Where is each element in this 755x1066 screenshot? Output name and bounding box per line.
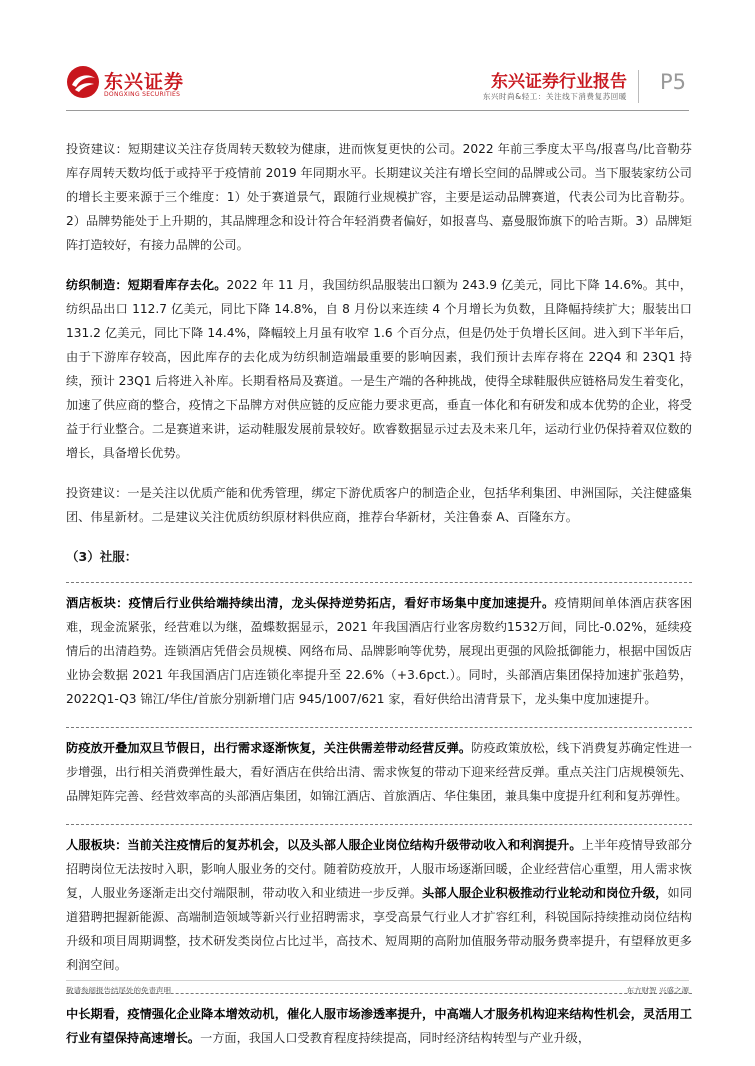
hr-services-paragraph [66,833,692,977]
recovery-heading: 防疫放开叠加双旦节假日，出行需求逐渐恢复，关注供需差带动经营反弹。 [66,741,472,755]
investment-advice-apparel: 投资建议：短期建议关注存货周转天数较为健康，进而恢复更快的公司。2022 年前三季度太平鸟/报喜鸟/比音勒芬库存周转天数均低于或持平于疫情前 2019 年同期水平。长期建议关注有增长空间的品牌或公司。当下服装家纺公司的增长主要来源于三个维度：1）处于赛道景气，跟随行业规模扩容，主要是运动品牌赛道，代表公司为比音勒芬。2）品牌势能处于上升期的，其品牌理念和设计符合年轻消费者偏好，如报喜鸟、嘉曼服饰旗下的哈吉斯。3）品牌矩阵打造较好，有接力品牌的公司。 [66,142,692,252]
logo-name-cn: 东兴证券 [104,71,185,93]
logo-mark-icon [66,65,100,99]
hotel-text: 疫情期间单体酒店获客困难，现金流紧张，经营难以为继，盈蝶数据显示，2021 年我国酒店行业客房数约1532万间，同比-0.02%，延续疫情后的出清趋势。连锁酒店凭借会员规模、网络布局、品牌影响等优势，展现出更强的风险抵御能力，根据中国饭店业协会数据 2021 年我国酒店门店连锁化率提升至 22.6%（+3.6pct.）。同时，头部酒店集团保持加速扩张趋势，2022Q1-Q3 锦江/华住/首旅分别新增门店 945/1007/621 家，看好供给出清背景下，龙头集中度加速提升。 [66,596,693,706]
textile-manufacturing-paragraph [66,273,692,465]
company-logo [66,63,186,103]
textile-text: 2022 年 11 月，我国纺织品服装出口额为 243.9 亿美元，同比下降 14.6%。其中，纺织品出口 112.7 亿美元，同比下降 14.8%，自 8 月份以来连续 4 个月增长为负数，且降幅持续扩大；服装出口 131.2 亿美元，同比下降 14.4%，降幅较上月虽有收窄 1.6 个百分点，但是仍处于负增长区间。进入到下半年后，由于下游库存较高，因此库存的去化成为纺织制造端最重要的影响因素，我们预计去库存将在 22Q4 和 23Q1 持续，预计 23Q1 后将进入补库。长期看格局及赛道。一是生产端的各种挑战，使得全球鞋服供应链格局发生着变化，加速了供应商的整合，疫情之下品牌方对供应链的反应能力要求更高，垂直一体化和有研发和成本优势的企业，将受益于行业整合。二是赛道来讲，运动鞋服发展前景较好。欧睿数据显示过去及未来几年，运动行业仍保持着双位数的增长，具备增长优势。 [66,278,692,460]
long-term-paragraph [66,1002,692,1050]
report-subtitle: 东兴时尚&轻工：关注线下消费复苏回暖 [482,92,627,101]
hr-heading: 人服板块：当前关注疫情后的复苏机会，以及头部人服企业岗位结构升级带动收入和利润提升。 [66,838,582,852]
recovery-paragraph [66,736,692,808]
hr-text-b: 如同道猎聘把握新能源、高端制造领域等新兴行业招聘需求，享受高景气行业人才扩容红利，科锐国际持续推动岗位结构升级和项目周期调整，技术研发类岗位占比过半，高技术、短周期的高附加值服务带动服务费率提升，有望释放更多利润空间。 [66,886,693,972]
header-divider [638,70,639,103]
investment-advice-textile: 投资建议：一是关注以优质产能和优秀管理，绑定下游优质客户的制造企业，包括华利集团、申洲国际，关注健盛集团、伟星新材。二是建议关注优质纺织原材料供应商，推荐台华新材，关注鲁泰 A、百隆东方。 [66,486,692,524]
hotel-heading: 酒店板块：疫情后行业供给端持续出清，龙头保持逆势拓店，看好市场集中度加速提升。 [66,596,555,610]
hotel-paragraph [66,591,692,711]
hr-services-block [66,824,692,977]
page-header [0,0,755,110]
footer-disclaimer: 敬请参阅报告结尾处的免责声明 [66,986,171,995]
recovery-block [66,727,692,808]
recovery-text: 防疫政策放松，线下消费复苏确定性进一步增强，出行相关消费弹性最大，看好酒店在供给出清、需求恢复的带动下迎来经营反弹。重点关注门店规模领先、品牌矩阵完善、经营效率高的头部酒店集团，如锦江酒店、首旅酒店、华住集团，兼具集中度提升红利和复苏弹性。 [66,741,693,803]
long-term-block [66,993,692,1050]
logo-name-en: DONGXING SECURITIES [104,91,181,98]
report-body [66,137,692,1066]
long-term-text: 一方面，我国人口受教育程度持续提高，同时经济结构转型与产业升级， [200,1031,591,1045]
hr-subheading: 头部人服企业积极推动行业轮动和岗位升级， [422,886,668,900]
header-rule [66,110,689,111]
page-number: P5 [660,70,687,94]
report-title: 东兴证券行业报告 [491,72,627,92]
footer-slogan: 东方财智 兴盛之源 [626,986,689,995]
long-term-heading: 中长期看，疫情强化企业降本增效动机，催化人服市场渗透率提升，中高端人才服务机构迎来结构性机会，灵活用工行业有望保持高速增长。 [66,1007,692,1045]
footer-rule [66,980,689,981]
hr-text-a: 上半年疫情导致部分招聘岗位无法按时入职，影响人服业务的交付。随着防疫放开，人服市场逐渐回暖，企业经营信心重塑，用人需求恢复，人服业务逐渐走出交付端限制，带动收入和业绩进一步反弹。 [66,838,693,900]
textile-heading: 纺织制造：短期看库存去化。 [66,278,227,292]
section-social-services: （3）社服： [66,549,138,564]
hotel-block [66,582,692,711]
